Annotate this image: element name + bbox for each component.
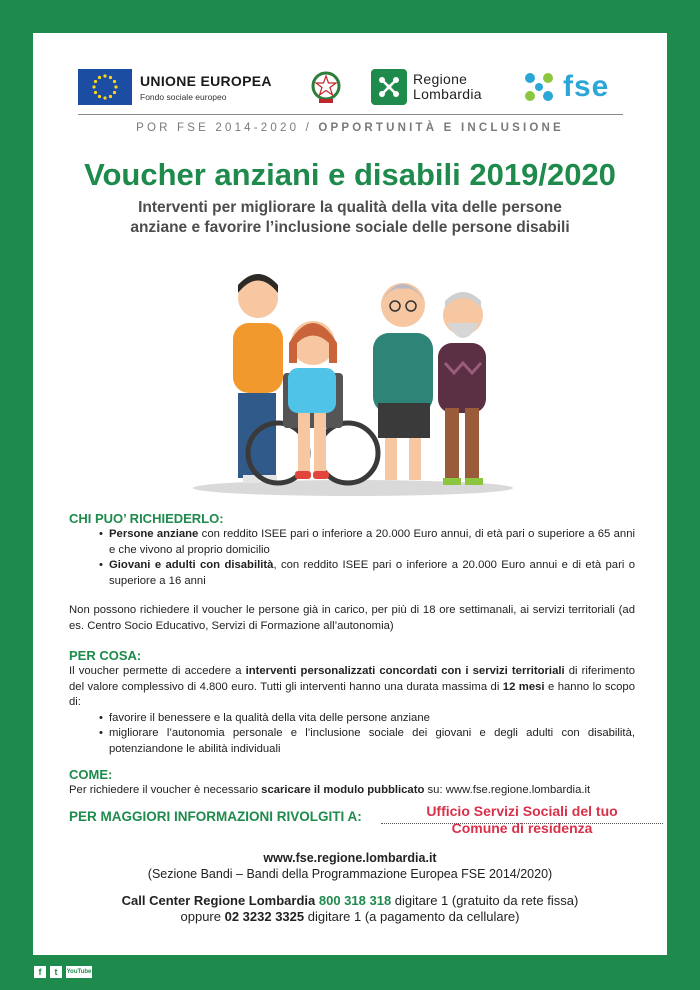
flyer-page	[33, 33, 667, 955]
call-center-number1: 800 318 318	[318, 893, 392, 908]
eu-logo	[78, 69, 272, 105]
region-name-line2: Lombardia	[413, 86, 482, 102]
who-item-elderly	[69, 527, 635, 558]
elderly-woman-figure	[373, 283, 433, 480]
social-links	[34, 965, 92, 979]
more-info-label: PER MAGGIORI INFORMAZIONI RIVOLGITI A:	[69, 809, 362, 824]
fse-symbol-icon	[521, 69, 557, 105]
who-item-disabled	[69, 558, 635, 589]
call-center-label: Call Center Regione Lombardia	[121, 893, 316, 908]
regione-lombardia-logo	[371, 69, 482, 105]
what-item-wellbeing: • favorire il benessere e la qualità della vita delle persone anziane	[69, 711, 635, 727]
subtitle-line1: Interventi per migliorare la qualità della vita delle persone	[138, 199, 562, 216]
program-theme: OPPORTUNITÀ E INCLUSIONE	[318, 122, 564, 134]
program-tagline	[33, 122, 667, 134]
what-item-autonomy: • migliorare l’autonomia personale e l’inclusione sociale dei giovani e degli adulti con disabilità, potenziandone le abilità individuali	[69, 726, 635, 757]
what-p2-bold: 12 mesi	[502, 680, 545, 693]
region-name-line1: Regione	[413, 71, 468, 87]
young-man-figure	[233, 274, 283, 483]
who-item-disabled-bold: Giovani e adulti con disabilità	[109, 559, 274, 571]
who-item-elderly-bold: Persone anziane	[109, 528, 199, 540]
logo-bar	[78, 69, 623, 113]
family-illustration	[183, 243, 523, 503]
what-heading: PER COSA:	[69, 648, 142, 663]
youtube-icon[interactable]: YouTube	[66, 966, 92, 978]
how-p1-bold: scaricare il modulo pubblicato	[261, 784, 425, 796]
page-subtitle	[33, 198, 667, 238]
call-center-info	[33, 893, 667, 925]
who-item-disabled-text: , con reddito ISEE pari o inferiore a 20.000 Euro annui e di età pari o superiore a 16 anni	[109, 559, 636, 587]
call-center-number2: 02 3232 3325	[224, 909, 305, 924]
twitter-icon[interactable]: t	[50, 966, 62, 978]
more-info-value	[381, 803, 663, 837]
eu-title: UNIONE EUROPEA	[140, 72, 272, 89]
fse-logo-text: fse	[563, 70, 610, 103]
how-heading: COME:	[69, 767, 113, 782]
what-p3: e hanno lo scopo di:	[69, 680, 635, 708]
who-heading: CHI PUO’ RICHIEDERLO:	[69, 511, 224, 526]
who-exclusion-note: Non possono richiedere il voucher le persone già in carico, per più di 18 ore settimanali, ai servizi territoriali (ad es. Centro Socio Educativo, Servizi di Formazione all’autonomia)	[69, 604, 635, 632]
eu-flag-icon	[78, 69, 132, 105]
rose-camuna-icon	[371, 69, 407, 105]
facebook-icon[interactable]: f	[34, 966, 46, 978]
how-p2: su: www.fse.regione.lombardia.it	[424, 784, 591, 796]
who-item-elderly-text: con reddito ISEE pari o inferiore a 20.000 Euro annui, di età pari o superiore a 65 anni e che vivono al proprio domicilio	[109, 528, 635, 556]
elderly-man-figure	[438, 292, 486, 485]
call-center-text2: digitare 1 (a pagamento da cellulare)	[304, 909, 520, 924]
what-p1-bold: interventi personalizzati concordati con i servizi territoriali	[245, 665, 565, 677]
website-section: (Sezione Bandi – Bandi della Programmazione Europea FSE 2014/2020)	[147, 866, 553, 881]
page-title: Voucher anziani e disabili 2019/2020	[84, 157, 616, 192]
italian-republic-emblem-icon	[310, 69, 342, 105]
how-p1: Per richiedere il voucher è necessario	[69, 784, 262, 796]
website-info	[33, 851, 667, 882]
more-info	[69, 803, 635, 843]
eu-subtitle: Fondo sociale europeo	[140, 91, 227, 102]
body-content	[69, 511, 635, 799]
fse-logo	[521, 69, 609, 105]
header-divider	[78, 114, 623, 115]
what-p1: Il voucher permette di accedere a	[69, 665, 246, 677]
call-center-text1: digitare 1 (gratuito da rete fissa)	[391, 893, 579, 908]
what-p2: di riferimento del valore complessivo di 4.800 euro. Tutti gli interventi hanno una durata massima di	[69, 665, 635, 693]
subtitle-line2: anziane e favorire l’inclusione sociale delle persone disabili	[130, 219, 570, 236]
more-info-value-line1: Ufficio Servizi Sociali del tuo	[426, 803, 618, 819]
website-url[interactable]: www.fse.regione.lombardia.it	[263, 851, 437, 865]
call-center-prefix2: oppure	[180, 909, 225, 924]
what-paragraph	[69, 664, 635, 711]
more-info-value-line2: Comune di residenza	[451, 820, 593, 836]
how-paragraph	[69, 783, 635, 799]
program-name: POR FSE 2014-2020 /	[136, 122, 312, 134]
